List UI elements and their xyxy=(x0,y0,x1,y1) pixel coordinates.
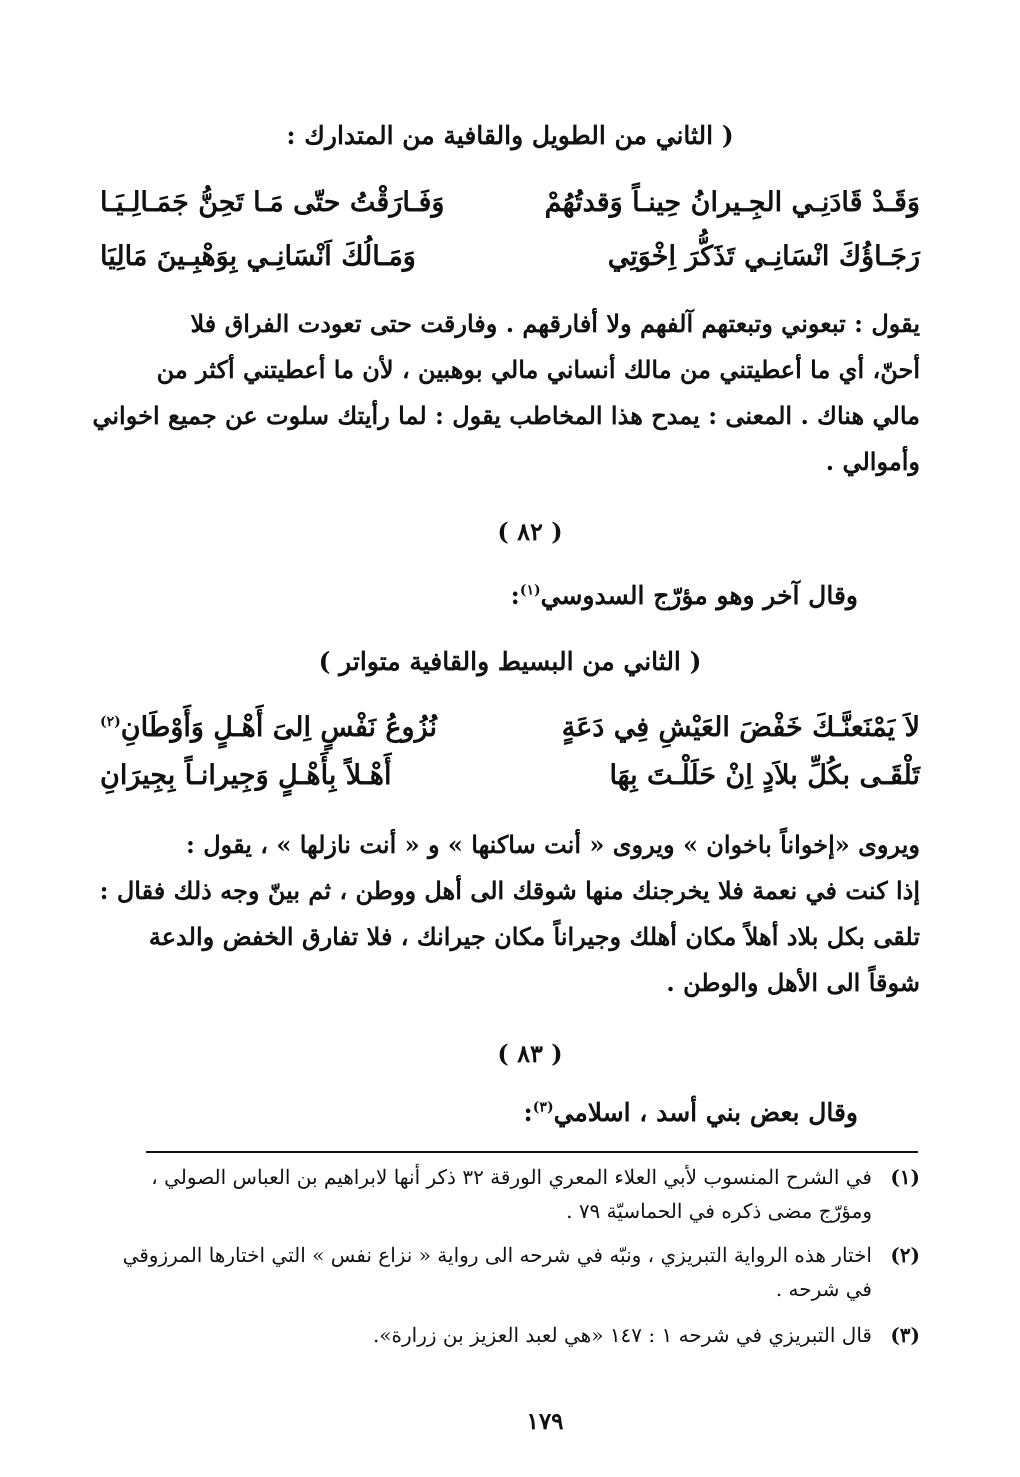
commentary-paragraph xyxy=(92,301,920,485)
poem-number: ( ٨٣ ) xyxy=(497,1039,563,1068)
verse-line xyxy=(100,187,920,231)
footnote-number: (٢) xyxy=(890,1243,920,1267)
verse-second-hemistich: أَهْـلاً بِأَهْـلٍ وَجِيرانـاً بِجِيرَانِ xyxy=(100,760,392,791)
footnote-line: اختار هذه الرواية التبريزي ، ونبّه في شرحه الى رواية « نزاع نفس » التي اختارها المرزوقي xyxy=(122,1243,872,1267)
commentary-line: شوقاً الى الأهل والوطن . xyxy=(666,968,920,997)
footnote-line: قال التبريزي في شرحه ١ : ١٤٧ «هي لعبد العزيز بن زرارة». xyxy=(372,1323,872,1347)
commentary-line: تلقى بكل بلاد أهلاً مكان أهلك وجيراناً مكان جيرانك ، فلا تفارق الخفض والدعة xyxy=(148,922,920,951)
footnote-line: في شرحه . xyxy=(775,1277,872,1301)
verse-line xyxy=(100,712,920,756)
commentary-line: وأموالي . xyxy=(825,447,920,476)
verse-first-hemistich: تَلْقَـى بكُلِّ بلاَدٍ اِنْ حَلَلْـتَ بِهَا xyxy=(609,760,920,791)
verse-second-hemistich xyxy=(100,712,437,743)
poem-intro-text: وقال آخر وهو مؤرّج السدوسي xyxy=(540,581,858,610)
footnote-text xyxy=(122,1238,872,1306)
footnote-number: (١) xyxy=(890,1165,920,1189)
commentary-paragraph xyxy=(100,822,920,1006)
poem-intro-colon: : xyxy=(510,581,520,610)
verse-second-text: نُزُوعُ نَفْسٍ اِلىَ أَهْـلٍ وَأَوْطَانِ xyxy=(120,712,437,743)
verse-first-hemistich: لاَ يَمْنَعنَّـكَ خَفْضَ العَيْشِ فِي دَعَةٍ xyxy=(561,712,920,743)
poem-intro xyxy=(524,1098,858,1127)
footnote-ref: (١) xyxy=(519,582,541,599)
footnote xyxy=(130,1160,920,1228)
footnote xyxy=(122,1238,920,1306)
footnote xyxy=(130,1318,920,1352)
meter-heading: ( الثاني من الطويل والقافية من المتدارك : xyxy=(286,121,734,150)
commentary-line: إذا كنت في نعمة فلا يخرجنك منها شوقك الى أهل ووطن ، ثم بينّ وجه ذلك فقال : xyxy=(99,876,920,905)
poem-number: ( ٨٢ ) xyxy=(497,517,563,546)
footnote-number: (٣) xyxy=(890,1323,920,1347)
verse-first-hemistich: وَقَـدْ قَادَنِـي الجِـيرانُ حِينـاً وَقدتُهُمْ xyxy=(544,187,920,218)
commentary-line: يقول : تبعوني وتبعتهم آلفهم ولا أفارقهم . وفارقت حتى تعودت الفراق فلا xyxy=(190,309,920,338)
commentary-line: ويروى «إخواناً باخوان » ويروى « أنت ساكنها » و « أنت نازلها » ، يقول : xyxy=(186,830,920,859)
verse-first-hemistich: رَجَـاؤُكَ انْسَانِـي تَذَكُّرَ اِخْوَتِي xyxy=(607,241,920,272)
footnote-line: ومؤرّج مضى ذكره في الحماسيّة ٧٩ . xyxy=(566,1199,872,1223)
footnote-line: في الشرح المنسوب لأبي العلاء المعري الورقة ٣٢ ذكر أنها لابراهيم بن العباس الصولي ، xyxy=(151,1165,872,1189)
page-number: ١٧٩ xyxy=(526,1408,564,1435)
poem-intro xyxy=(511,581,858,610)
commentary-line: مالي هناك . المعنى : يمدح هذا المخاطب يقول : لما رأيتك سلوت عن جميع اخواني xyxy=(92,401,920,430)
meter-heading: ( الثاني من البسيط والقافية متواتر ) xyxy=(318,647,702,676)
verse-line xyxy=(100,241,920,285)
footnote-text xyxy=(130,1318,872,1352)
poem-intro-text: وقال بعض بني أسد ، اسلامي xyxy=(553,1098,858,1127)
footnote-divider xyxy=(146,1151,918,1153)
footnote-text xyxy=(130,1160,872,1228)
footnote-ref: (٢) xyxy=(100,714,121,730)
verse-line xyxy=(100,760,920,804)
verse-second-hemistich: وَمَـالُكَ اَنْسَانِـي بِوَهْبِـينَ مَالِيَا xyxy=(100,241,416,272)
footnote-ref: (٣) xyxy=(532,1099,554,1116)
verse-second-hemistich: وَفَـارَقْتُ حتّى مَـا تَحِنُّ جَمَـالِـيَـا xyxy=(100,187,445,218)
commentary-line: أحنّ، أي ما أعطيتني من مالك أنساني مالي بوهبين ، لأن ما أعطيتني أكثر من xyxy=(156,355,920,384)
poem-intro-colon: : xyxy=(523,1098,533,1127)
